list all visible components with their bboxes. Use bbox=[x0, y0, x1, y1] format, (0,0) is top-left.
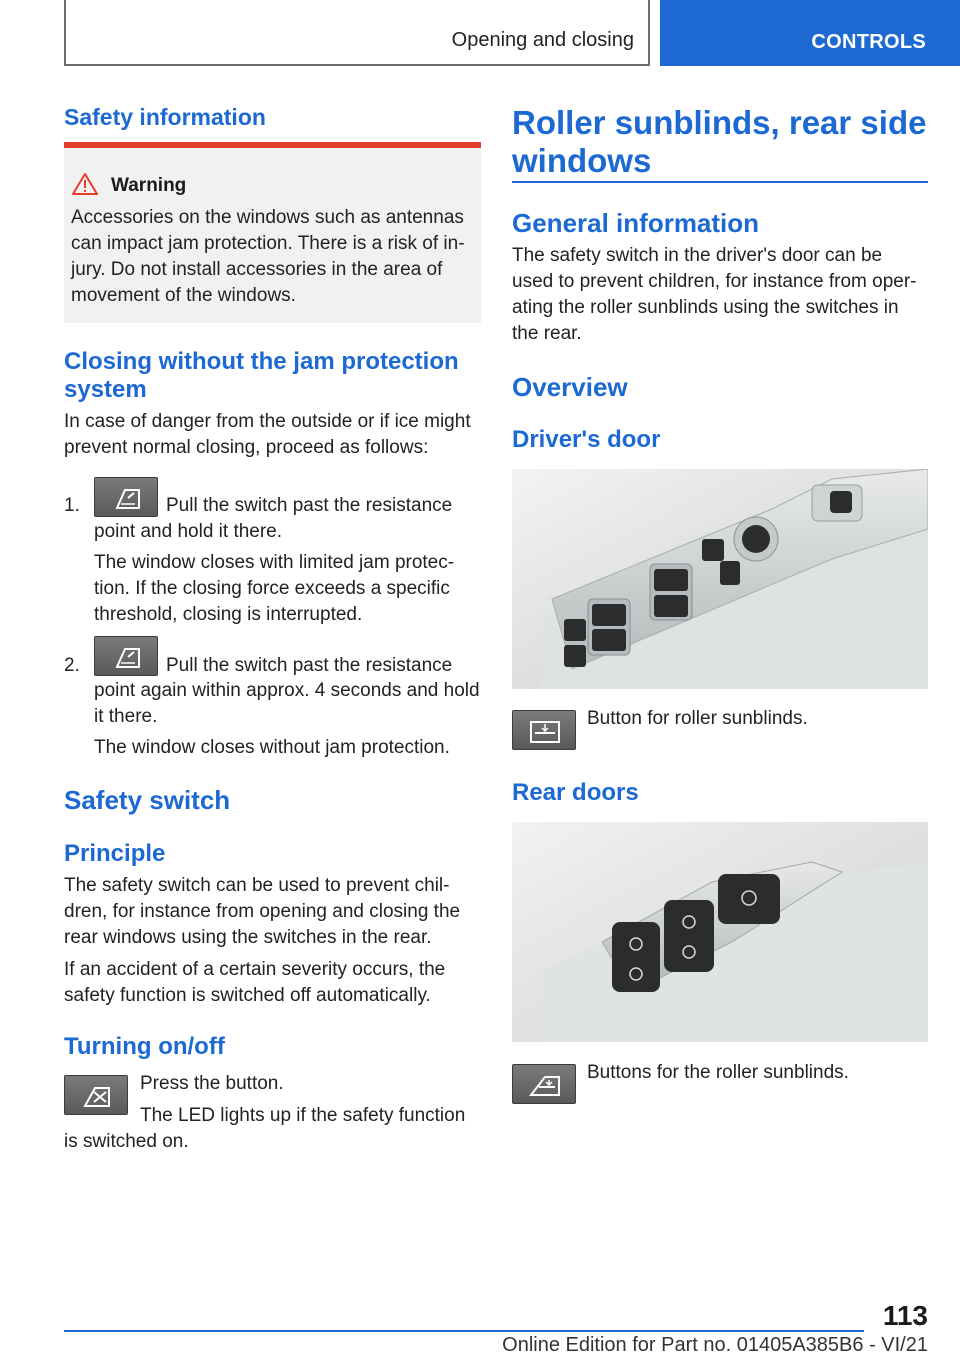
closing-without-jam-heading bbox=[64, 348, 484, 404]
paragraph-line: it there. bbox=[94, 706, 158, 727]
safety-switch-heading: Safety switch bbox=[64, 785, 231, 815]
header-section-title: Opening and closing bbox=[451, 29, 634, 51]
paragraph-line: If an accident of a certain severity occurs, the bbox=[64, 959, 446, 980]
paragraph-line: prevent normal closing, proceed as follows: bbox=[64, 437, 429, 458]
general-information-text bbox=[512, 243, 932, 347]
general-information-heading: General information bbox=[512, 208, 760, 238]
rear-doors-heading: Rear doors bbox=[512, 779, 639, 806]
warning-title: Warning bbox=[111, 175, 187, 196]
warning-line: movement of the windows. bbox=[71, 285, 296, 306]
footer-rule bbox=[64, 1330, 864, 1332]
press-button-text: Press the button. bbox=[140, 1073, 284, 1094]
turning-on-off-heading: Turning on/off bbox=[64, 1033, 225, 1060]
overview-heading: Overview bbox=[512, 372, 628, 402]
paragraph-line: threshold, closing is interrupted. bbox=[94, 604, 363, 625]
safety-switch-button-icon bbox=[64, 1075, 128, 1115]
title-line: windows bbox=[512, 142, 652, 179]
paragraph-line: The window closes with limited jam protec- bbox=[94, 552, 455, 573]
drivers-door-caption: Button for roller sunblinds. bbox=[587, 708, 808, 729]
paragraph-line: rear windows using the switches in the rear. bbox=[64, 927, 432, 948]
header-section-box bbox=[64, 0, 650, 66]
heading-line: system bbox=[64, 376, 147, 403]
header-chapter-tab[interactable] bbox=[660, 0, 960, 66]
warning-text bbox=[71, 205, 471, 309]
footer-edition: Online Edition for Part no. 01405A385B6 - VI/21 bbox=[502, 1334, 928, 1356]
paragraph-line: point again within approx. 4 seconds and hold bbox=[94, 680, 480, 701]
step-1-text: Pull the switch past the resistance bbox=[166, 495, 453, 516]
paragraph-line: The safety switch can be used to prevent chil- bbox=[64, 875, 450, 896]
paragraph-line: In case of danger from the outside or if ice might bbox=[64, 411, 471, 432]
header-chapter-label: CONTROLS bbox=[811, 31, 926, 53]
paragraph-line: tion. If the closing force exceeds a specific bbox=[94, 578, 450, 599]
paragraph-line: dren, for instance from opening and closing the bbox=[64, 901, 461, 922]
closing-intro bbox=[64, 409, 484, 461]
drivers-door-heading: Driver's door bbox=[512, 426, 661, 453]
principle-text bbox=[64, 873, 484, 951]
page-number: 113 bbox=[882, 1300, 928, 1331]
drivers-door-photo bbox=[512, 469, 928, 689]
roller-sunblind-button-icon bbox=[512, 710, 576, 750]
led-text-line-2: is switched on. bbox=[64, 1131, 189, 1152]
warning-icon bbox=[72, 173, 98, 200]
rear-doors-caption: Buttons for the roller sunblinds. bbox=[587, 1062, 849, 1083]
step-1-continuation: point and hold it there. bbox=[94, 521, 283, 542]
led-text-line-1: The LED lights up if the safety function bbox=[140, 1105, 466, 1126]
warning-line: jury. Do not install accessories in the area of bbox=[71, 259, 443, 280]
safety-information-heading: Safety information bbox=[64, 104, 266, 130]
title-line: Roller sunblinds, rear side bbox=[512, 104, 927, 141]
window-switch-icon bbox=[94, 477, 158, 517]
step-2-continuation bbox=[94, 678, 486, 730]
paragraph-line: safety function is switched off automatically. bbox=[64, 985, 431, 1006]
step-2-text: Pull the switch past the resistance bbox=[166, 655, 453, 676]
step-2-result: The window closes without jam protection. bbox=[94, 737, 450, 758]
paragraph-line: The safety switch in the driver's door can be bbox=[512, 245, 883, 266]
window-switch-icon bbox=[94, 636, 158, 676]
paragraph-line: the rear. bbox=[512, 323, 582, 344]
warning-line: can impact jam protection. There is a risk of in- bbox=[71, 233, 465, 254]
principle-heading: Principle bbox=[64, 840, 166, 867]
accident-text bbox=[64, 957, 484, 1009]
paragraph-line: ating the roller sunblinds using the switches in bbox=[512, 297, 899, 318]
rear-doors-photo bbox=[512, 822, 928, 1042]
rear-sunblind-buttons-icon bbox=[512, 1064, 576, 1104]
heading-line: Closing without the jam protection bbox=[64, 348, 459, 375]
title-rule bbox=[512, 181, 928, 183]
step-number: 1. bbox=[64, 495, 80, 516]
warning-line: Accessories on the windows such as antennas bbox=[71, 207, 464, 228]
warning-box bbox=[64, 142, 481, 323]
step-1-result bbox=[94, 550, 484, 628]
roller-sunblinds-title bbox=[512, 104, 932, 180]
step-number: 2. bbox=[64, 655, 80, 676]
paragraph-line: used to prevent children, for instance from oper- bbox=[512, 271, 917, 292]
